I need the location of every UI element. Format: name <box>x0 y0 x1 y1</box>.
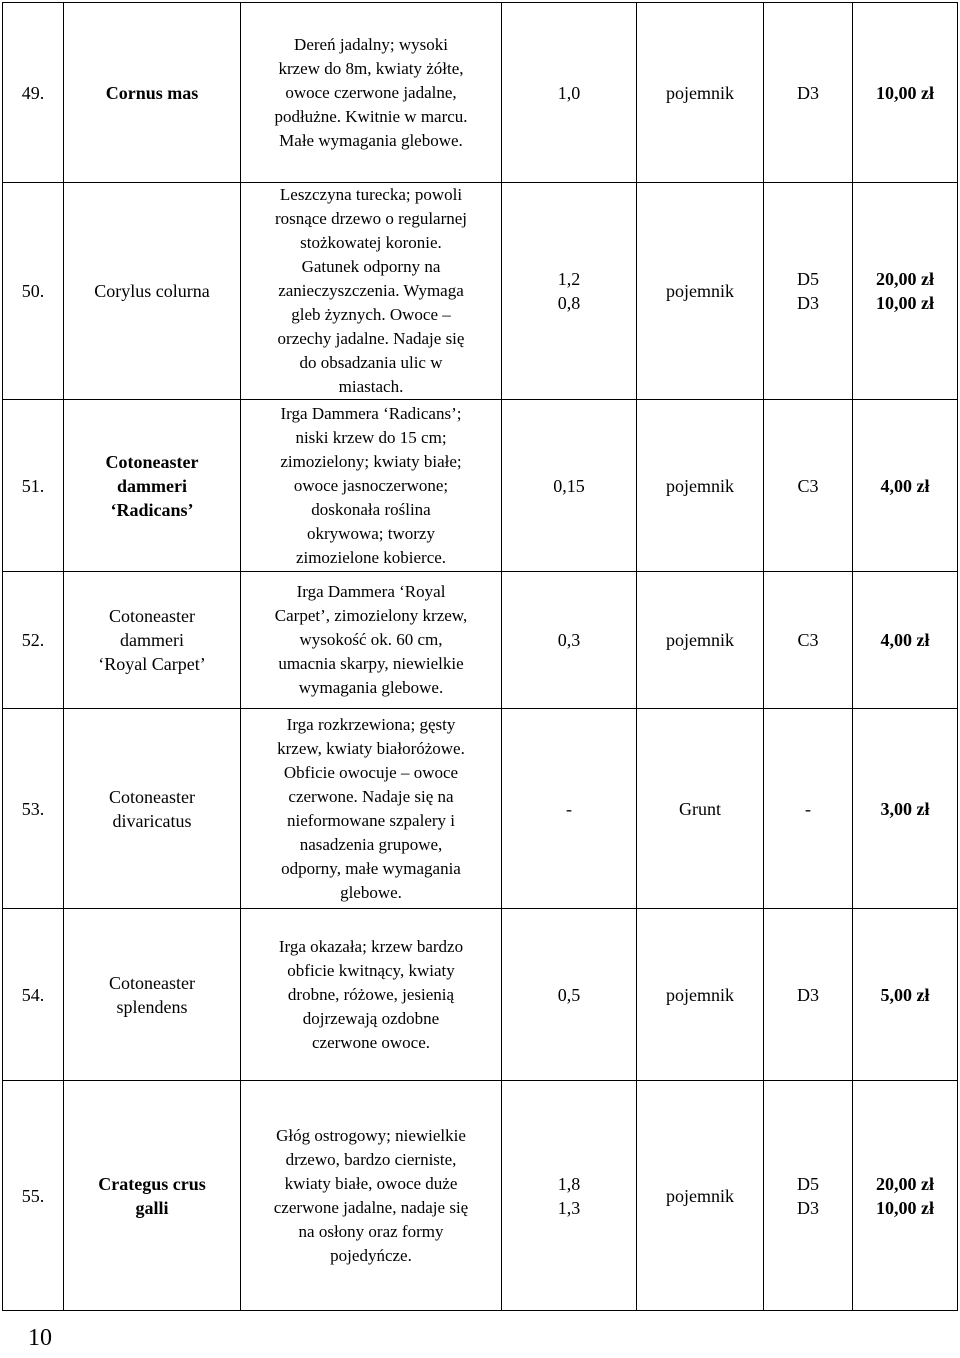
price-value: 20,00 zł <box>876 1173 934 1194</box>
description-line: kwiaty białe, owoce duże <box>284 1173 458 1193</box>
description-line: czerwone. Nadaje się na <box>288 786 454 806</box>
price <box>853 909 958 1081</box>
description-line: Gatunek odporny na <box>301 257 441 276</box>
item-number: 50. <box>3 183 64 400</box>
price-value: 4,00 zł <box>880 475 930 496</box>
species-description <box>241 3 502 183</box>
size-value: D3 <box>797 293 819 313</box>
plant-height <box>502 909 637 1081</box>
size-value: D3 <box>797 82 819 103</box>
species-description <box>241 909 502 1081</box>
height-value: 0,5 <box>557 984 581 1005</box>
height-value: 0,3 <box>557 630 581 650</box>
species-name-line: ‘Radicans’ <box>110 499 194 520</box>
table-row <box>3 572 958 709</box>
species-name-line: dammeri <box>120 630 184 650</box>
height-value: 1,3 <box>557 1197 581 1218</box>
price <box>853 1081 958 1311</box>
price-value: 10,00 zł <box>876 1197 934 1218</box>
species-name-line: divaricatus <box>112 810 192 831</box>
height-value: 1,0 <box>557 82 581 103</box>
description-line: owoce jasnoczerwone; <box>293 475 449 495</box>
species-name <box>64 1081 241 1311</box>
description-line: wymagania glebowe. <box>298 678 444 697</box>
item-number: 55. <box>3 1081 64 1311</box>
species-name-line: Cotoneaster <box>109 606 195 626</box>
species-name-line: Crategus crus <box>98 1173 206 1194</box>
description-line: Irga okazała; krzew bardzo <box>278 936 464 956</box>
species-name <box>64 572 241 709</box>
container-size <box>764 1081 853 1311</box>
plant-height <box>502 709 637 909</box>
description-line: podłużne. Kwitnie w marcu. <box>274 106 468 126</box>
description-line: niski krzew do 15 cm; <box>295 427 447 447</box>
description-line: glebowe. <box>340 882 402 902</box>
description-line: wysokość ok. 60 cm, <box>299 630 443 649</box>
plant-height <box>502 3 637 183</box>
size-value: D5 <box>797 1173 819 1194</box>
price <box>853 183 958 400</box>
size-value: C3 <box>797 475 819 496</box>
description-line: zimozielone kobierce. <box>295 547 447 567</box>
description-line: na osłony oraz formy <box>298 1221 444 1241</box>
height-value: - <box>566 798 572 819</box>
price <box>853 572 958 709</box>
description-line: Irga Dammera ‘Radicans’; <box>280 403 462 423</box>
container-size <box>764 183 853 400</box>
species-name-line: Cotoneaster <box>109 972 195 993</box>
description-line: zanieczyszczenia. Wymaga <box>278 281 464 300</box>
page-number: 10 <box>28 1325 52 1351</box>
species-description <box>241 1081 502 1311</box>
description-line: odporny, małe wymagania <box>281 858 461 878</box>
species-name <box>64 709 241 909</box>
table-row <box>3 183 958 400</box>
container-form: pojemnik <box>637 183 764 400</box>
description-line: okrywowa; tworzy <box>307 523 435 543</box>
description-line: Leszczyna turecka; powoli <box>279 185 463 204</box>
description-line: pojedyńcze. <box>330 1245 412 1265</box>
container-form: pojemnik <box>637 3 764 183</box>
item-number: 49. <box>3 3 64 183</box>
species-name-line: splendens <box>116 996 188 1017</box>
species-description <box>241 709 502 909</box>
description-line: Małe wymagania glebowe. <box>279 130 463 150</box>
description-line: czerwone jadalne, nadaje się <box>273 1197 469 1217</box>
description-line: rosnące drzewo o regularnej <box>274 209 468 228</box>
description-line: miastach. <box>338 377 404 396</box>
container-form: pojemnik <box>637 909 764 1081</box>
price-value: 10,00 zł <box>876 293 934 313</box>
description-line: Głóg ostrogowy; niewielkie <box>276 1125 466 1145</box>
plant-table <box>2 2 958 1311</box>
species-name <box>64 400 241 572</box>
species-name-line: dammeri <box>117 475 187 496</box>
size-value: C3 <box>797 630 819 650</box>
container-form: pojemnik <box>637 400 764 572</box>
price-value: 4,00 zł <box>880 630 930 650</box>
species-name-line: Corylus colurna <box>94 281 210 301</box>
table-row <box>3 1081 958 1311</box>
table-row <box>3 909 958 1081</box>
container-form: pojemnik <box>637 572 764 709</box>
container-form: pojemnik <box>637 1081 764 1311</box>
species-name-line: Cotoneaster <box>105 451 199 472</box>
price-value: 3,00 zł <box>880 798 930 819</box>
price <box>853 400 958 572</box>
size-value: D5 <box>797 269 819 289</box>
plant-table-body <box>3 3 958 1311</box>
size-value: - <box>805 798 811 819</box>
height-value: 0,15 <box>553 475 585 496</box>
description-line: Irga Dammera ‘Royal <box>296 582 446 601</box>
description-line: gleb żyznych. Owoce – <box>291 305 451 324</box>
description-line: krzew do 8m, kwiaty żółte, <box>278 58 464 78</box>
description-line: nasadzenia grupowe, <box>299 834 443 854</box>
description-line: nieformowane szpalery i <box>286 810 456 830</box>
description-line: drzewo, bardzo cierniste, <box>285 1149 457 1169</box>
container-size <box>764 909 853 1081</box>
price-value: 20,00 zł <box>876 269 934 289</box>
description-line: owoce czerwone jadalne, <box>285 82 457 102</box>
description-line: zimozielony; kwiaty białe; <box>280 451 462 471</box>
price-value: 10,00 zł <box>876 82 934 103</box>
height-value: 1,2 <box>557 269 581 289</box>
description-line: krzew, kwiaty białoróżowe. <box>277 738 465 758</box>
container-size <box>764 709 853 909</box>
price-value: 5,00 zł <box>880 984 930 1005</box>
description-line: Irga rozkrzewiona; gęsty <box>286 714 456 734</box>
description-line: Carpet’, zimozielony krzew, <box>274 606 468 625</box>
description-line: doskonała roślina <box>311 499 431 519</box>
description-line: orzechy jadalne. Nadaje się <box>277 329 465 348</box>
species-description <box>241 572 502 709</box>
description-line: Obficie owocuje – owoce <box>283 762 459 782</box>
item-number: 52. <box>3 572 64 709</box>
item-number: 54. <box>3 909 64 1081</box>
description-line: obficie kwitnący, kwiaty <box>287 960 455 980</box>
species-name <box>64 909 241 1081</box>
species-name-line: ‘Royal Carpet’ <box>98 654 206 674</box>
container-size <box>764 400 853 572</box>
species-description <box>241 183 502 400</box>
table-row <box>3 709 958 909</box>
item-number: 53. <box>3 709 64 909</box>
size-value: D3 <box>797 1197 819 1218</box>
description-line: stożkowatej koronie. <box>300 233 442 252</box>
plant-height <box>502 1081 637 1311</box>
description-line: drobne, różowe, jesienią <box>287 984 455 1004</box>
table-row <box>3 400 958 572</box>
species-name-line: galli <box>135 1197 169 1218</box>
size-value: D3 <box>797 984 819 1005</box>
plant-height <box>502 183 637 400</box>
container-form: Grunt <box>637 709 764 909</box>
height-value: 1,8 <box>557 1173 581 1194</box>
species-name-line: Cotoneaster <box>109 786 195 807</box>
container-size <box>764 572 853 709</box>
description-line: umacnia skarpy, niewielkie <box>278 654 464 673</box>
species-name <box>64 3 241 183</box>
container-size <box>764 3 853 183</box>
species-name <box>64 183 241 400</box>
price <box>853 3 958 183</box>
species-name-line: Cornus mas <box>105 82 199 103</box>
description-line: czerwone owoce. <box>312 1032 430 1052</box>
height-value: 0,8 <box>557 293 581 313</box>
table-row <box>3 3 958 183</box>
species-description <box>241 400 502 572</box>
description-line: Dereń jadalny; wysoki <box>294 34 448 54</box>
description-line: do obsadzania ulic w <box>299 353 443 372</box>
description-line: dojrzewają ozdobne <box>302 1008 440 1028</box>
plant-height <box>502 572 637 709</box>
price <box>853 709 958 909</box>
plant-height <box>502 400 637 572</box>
item-number: 51. <box>3 400 64 572</box>
